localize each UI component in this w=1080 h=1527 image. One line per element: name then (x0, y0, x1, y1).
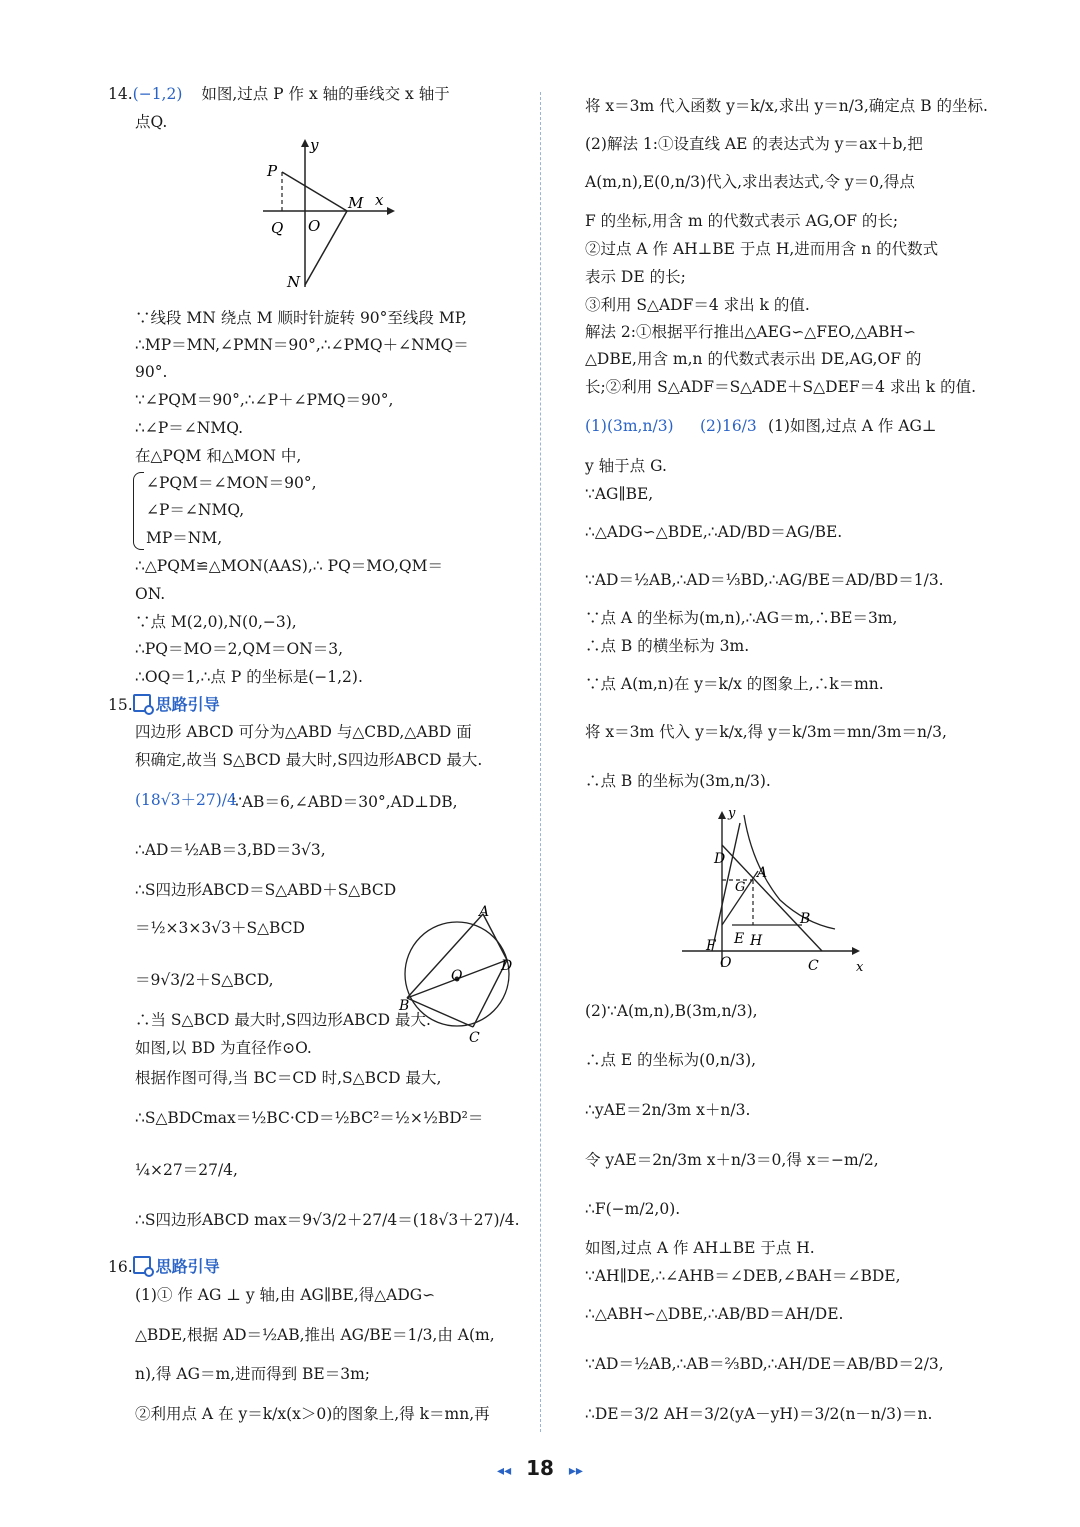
p14-line: ∠PQM＝∠MON＝90°, (146, 474, 317, 492)
p15-guide: 四边形 ABCD 可分为△ABD 与△CBD,△ABD 面 (135, 723, 472, 741)
problem-text: 如图,过点 P 作 x 轴的垂线交 x 轴于 (201, 85, 450, 103)
p14-line: ∵点 M(2,0),N(0,−3), (135, 613, 297, 631)
label-N: N (287, 273, 301, 291)
guide-heading: 思路引导 (155, 1257, 220, 1276)
problem-number: 15. (108, 696, 133, 714)
r-line: 长;②利用 S△ADF＝S△ADE＋S△DEF＝4 求出 k 的值. (585, 378, 977, 396)
p14-line: ∵线段 MN 绕点 M 顺时针旋转 90°至线段 MP, (135, 309, 467, 327)
guide-icon (133, 694, 151, 712)
r-line: ∴点 E 的坐标为(0,n/3), (585, 1051, 757, 1069)
r-line: 将 x＝3m 代入 y＝k/x,得 y＝k/3m＝mn/3m＝n/3, (585, 723, 947, 741)
figure-p16 (680, 805, 870, 975)
r-line: ③利用 S△ADF＝4 求出 k 的值. (585, 296, 810, 314)
label-B: B (800, 911, 811, 927)
r-line: ∵点 A 的坐标为(m,n),∴AG＝m,∴BE＝3m, (585, 609, 898, 627)
r-line: ∴△ADG∽△BDE,∴AD/BD＝AG/BE. (585, 523, 843, 541)
label-D: D (714, 851, 726, 867)
answer: (18√3＋27)/4 (135, 791, 237, 809)
r-line: A(m,n),E(0,n/3)代入,求出表达式,令 y＝0,得点 (585, 173, 915, 191)
p14-line: MP＝NM, (146, 529, 223, 547)
label-Q: Q (271, 219, 284, 237)
answer: (−1,2) (132, 85, 183, 103)
label-P: P (267, 162, 278, 180)
r-line: ②过点 A 作 AH⊥BE 于点 H,进而用含 n 的代数式 (585, 240, 939, 258)
p14-line: ∵∠PQM＝90°,∴∠P＋∠PMQ＝90°, (135, 391, 394, 409)
p14-line: ON. (135, 585, 166, 603)
p16-line: (1)① 作 AG ⊥ y 轴,由 AG∥BE,得△ADG∽ (135, 1286, 436, 1304)
problem-number: 16. (108, 1258, 133, 1276)
p15-line: ∴S△BDCmax＝½BC·CD＝½BC²＝½×½BD²＝ (135, 1109, 484, 1127)
p15-line: ＝9√3/2＋S△BCD, (135, 971, 274, 989)
label-O: O (451, 968, 463, 984)
p14-line: ∴△PQM≌△MON(AAS),∴ PQ＝MO,QM＝ (135, 557, 443, 575)
r-line: ∴△ABH∽△DBE,∴AB/BD＝AH/DE. (585, 1305, 844, 1323)
p15-header (108, 694, 220, 715)
r-line: F 的坐标,用含 m 的代数式表示 AG,OF 的长; (585, 212, 899, 230)
p14-line: ∴∠P＝∠NMQ. (135, 419, 244, 437)
r-line: y 轴于点 G. (585, 457, 667, 475)
p15-line: ¼×27＝27/4, (135, 1161, 238, 1179)
answer-1: (1)(3m,n/3) (585, 417, 674, 435)
r-line: ∵AH∥DE,∴∠AHB＝∠DEB,∠BAH＝∠BDE, (585, 1267, 901, 1285)
p16-line: ②利用点 A 在 y＝k/x(x＞0)的图象上,得 k＝mn,再 (135, 1405, 490, 1423)
r-line: △DBE,用含 m,n 的代数式表示出 DE,AG,OF 的 (585, 350, 922, 368)
brace (133, 472, 144, 550)
r-line: 如图,过点 A 作 AH⊥BE 于点 H. (585, 1239, 815, 1257)
p15-line: ∵AB＝6,∠ABD＝30°,AD⊥DB, (232, 793, 458, 811)
label-y: y (310, 136, 319, 154)
r-line: ∵AG∥BE, (585, 485, 654, 503)
r-line: 令 yAE＝2n/3m x＋n/3＝0,得 x＝−m/2, (585, 1151, 879, 1169)
p15-guide: 积确定,故当 S△BCD 最大时,S四边形ABCD 最大. (135, 751, 483, 769)
r-line: 表示 DE 的长; (585, 268, 686, 286)
r-line: ∴yAE＝2n/3m x＋n/3. (585, 1101, 751, 1119)
r-line: ∴F(−m/2,0). (585, 1200, 681, 1218)
prev-page-icon[interactable]: ◂◂ (497, 1463, 512, 1479)
label-B: B (399, 998, 410, 1014)
r-line: ∴点 B 的坐标为(3m,n/3). (585, 772, 771, 790)
figure-p15 (395, 900, 525, 1045)
p15-line: ∴S四边形ABCD＝S△ABD＋S△BCD (135, 881, 397, 899)
r-line: (2)解法 1:①设直线 AE 的表达式为 y＝ax＋b,把 (585, 135, 923, 153)
page-number: 18 (526, 1456, 554, 1480)
p14-line: ∠P＝∠NMQ, (146, 501, 245, 519)
column-divider (540, 92, 541, 1432)
p15-line: ∴当 S△BCD 最大时,S四边形ABCD 最大. (135, 1011, 431, 1029)
label-x: x (856, 960, 864, 975)
r-line: (2)∵A(m,n),B(3m,n/3), (585, 1002, 758, 1020)
label-x: x (375, 191, 384, 209)
p14-header (108, 84, 450, 104)
p14-text2: 点Q. (135, 113, 168, 131)
p14-line: 在△PQM 和△MON 中, (135, 447, 302, 465)
answer-2: (2)16/3 (700, 417, 757, 435)
p16-line: △BDE,根据 AD＝½AB,推出 AG/BE＝1/3,由 A(m, (135, 1326, 495, 1344)
label-y: y (728, 806, 736, 821)
label-F: F (706, 938, 716, 954)
label-O: O (308, 217, 321, 235)
guide-heading: 思路引导 (155, 695, 220, 714)
r-line: 将 x＝3m 代入函数 y＝k/x,求出 y＝n/3,确定点 B 的坐标. (585, 97, 988, 115)
problem-number: 14. (108, 85, 133, 103)
r-line: 解法 2:①根据平行推出△AEG∽△FEO,△ABH∽ (585, 323, 917, 341)
label-M: M (348, 194, 364, 212)
r-line: (1)如图,过点 A 作 AG⊥ (768, 417, 937, 435)
r-line: ∴DE＝3/2 AH＝3/2(yA－yH)＝3/2(n－n/3)＝n. (585, 1405, 933, 1423)
p14-line: ∴PQ＝MO＝2,QM＝ON＝3, (135, 640, 344, 658)
r-line: ∵AD＝½AB,∴AD＝⅓BD,∴AG/BE＝AD/BD＝1/3. (585, 571, 944, 589)
label-A: A (757, 865, 768, 881)
p16-line: n),得 AG＝m,进而得到 BE＝3m; (135, 1365, 370, 1383)
p15-line: ∴AD＝½AB＝3,BD＝3√3, (135, 841, 326, 859)
r-line: ∵AD＝½AB,∴AB＝⅔BD,∴AH/DE＝AB/BD＝2/3, (585, 1355, 944, 1373)
label-C: C (808, 958, 819, 974)
label-A: A (479, 904, 490, 920)
figure-p14 (255, 135, 405, 295)
p15-line: ＝½×3×3√3＋S△BCD (135, 919, 305, 937)
guide-icon (133, 1256, 151, 1274)
p15-line: ∴S四边形ABCD max＝9√3/2＋27/4＝(18√3＋27)/4. (135, 1211, 520, 1229)
p14-line: ∴OQ＝1,∴点 P 的坐标是(−1,2). (135, 668, 363, 686)
label-O: O (720, 955, 732, 971)
label-E: E (734, 931, 745, 947)
r-line: ∵点 A(m,n)在 y＝k/x 的图象上,∴k＝mn. (585, 675, 884, 693)
next-page-icon[interactable]: ▸▸ (568, 1463, 583, 1479)
label-D: D (501, 958, 513, 974)
p16-header (108, 1256, 220, 1277)
p15-line: 如图,以 BD 为直径作⊙O. (135, 1039, 312, 1057)
r-line: ∴点 B 的横坐标为 3m. (585, 637, 750, 655)
label-H: H (750, 933, 763, 949)
page-footer (0, 1456, 1080, 1480)
p14-line: ∴MP＝MN,∠PMN＝90°,∴∠PMQ＋∠NMQ＝ (135, 336, 469, 354)
p14-line: 90°. (135, 363, 168, 381)
p15-line: 根据作图可得,当 BC＝CD 时,S△BCD 最大, (135, 1069, 442, 1087)
label-G: G (735, 880, 746, 895)
label-C: C (469, 1030, 480, 1045)
